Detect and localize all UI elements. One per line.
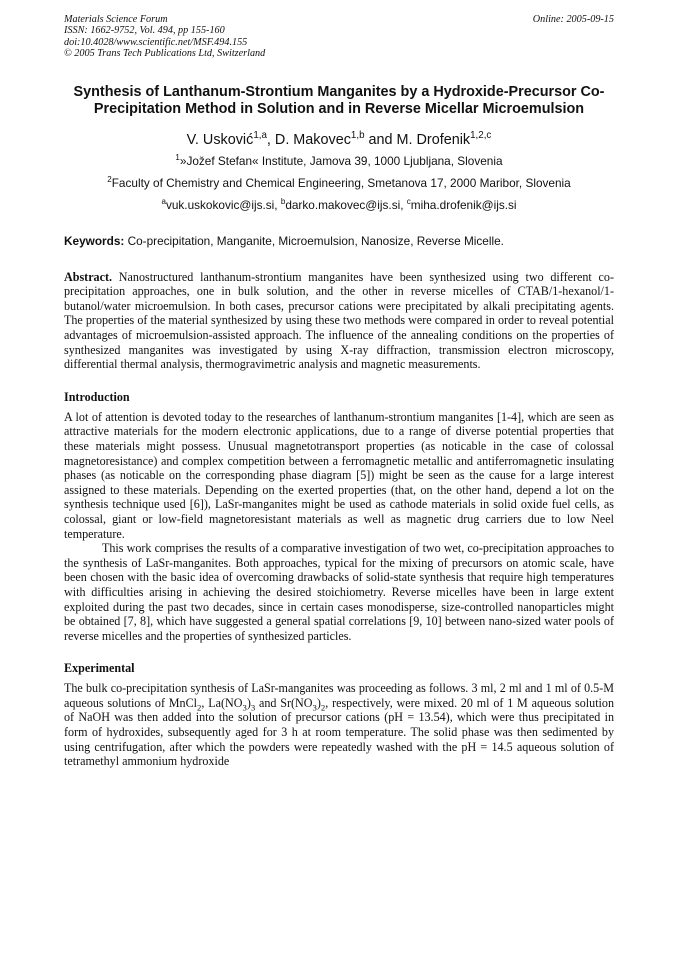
issn-line: ISSN: 1662-9752, Vol. 494, pp 155-160	[64, 25, 225, 37]
email-sup: c	[406, 196, 411, 206]
abstract	[64, 270, 614, 372]
affiliation-sup: 1	[175, 152, 180, 162]
email-sup: b	[280, 196, 286, 206]
journal-name: Materials Science Forum	[64, 14, 168, 25]
author-sep: and	[364, 131, 397, 148]
subscript: 3	[312, 702, 317, 713]
affiliation-sup: 2	[107, 174, 112, 184]
author-line	[64, 131, 614, 149]
author-sep: ,	[266, 131, 275, 148]
intro-paragraph-1: A lot of attention is devoted today to the researches of lanthanum-strontium manganites [1-4], which are seen as attractive materials for the modern electronic applications, due to a range of diverse potential properties that these materials might possess. Unusual magnetotransport properties (as noticable in the case of colossal magnetoresistance) and complex competition between a ferromagnetic metallic and antiferromagnetic insulating phases (as noticable on the corresponding phase diagram [5]) might be seen as the cause for a large interest assigned to these materials. Depending on the exerted properties (that, on the other hand, depend a lot on the synthesis technique used [6]), LaSr-manganites might be used as cathode materials in solid oxide fuel cells, as colossal, giant or low-field magnetoresistant materials as well as magnetic drug carriers due to low Neel temperature.	[64, 409, 614, 541]
journal-header	[64, 14, 614, 60]
text-run: The bulk co-precipitation synthesis of LaSr-manganites was proceeding as follows. 3 ml, 2 ml and 1 ml of 0.5-M aqueous solutions of MnCl	[64, 681, 614, 710]
text-run: , La(NO	[201, 695, 243, 710]
email-address[interactable]: miha.drofenik@ijs.si	[410, 197, 517, 212]
subscript: 2	[197, 702, 202, 713]
subscript: 2	[320, 702, 326, 713]
online-date: Online: 2005-09-15	[532, 14, 614, 25]
journal-info	[64, 14, 265, 60]
author-name: M. Drofenik	[396, 131, 471, 148]
abstract-text: Nanostructured lanthanum-strontium manganites have been synthesized using two different co-precipitation approaches, one in bulk solution, and the other in reverse micelles of CTAB/1-hexanol/1-butanol/water microemulsion. In both cases, precursor cations were precipitated by alkali precipitating agents. The properties of the material synthesized by using these two methods were compared in order to reveal potential advantages of microemulsion-assisted approach. The influence of the annealing conditions on the properties of synthesized manganites was investigated by using X-ray diffraction, transmission electron microscopy, differential thermal analysis, thermogravimetric analysis and magnetic measurements.	[64, 269, 614, 372]
text-run: , respectively, were mixed. 20 ml of 1 M aqueous solution of NaOH was then added into the solution of precursor cations (pH = 13.54), which were thus precipitated in form of hydroxides, subsequently aged for 3 h at room temperature. The solid phase was then sedimented by using centrifugation, after which the powders were repeatedly washed with the pH = 14.5 aqueous solution of tetramethyl ammonium hydroxide	[64, 695, 615, 769]
author-sup: 1,a	[253, 129, 267, 141]
affiliation-1	[64, 154, 614, 168]
section-heading-introduction: Introduction	[64, 389, 130, 404]
experimental-paragraph	[64, 681, 614, 769]
keywords-text: Co-precipitation, Manganite, Microemulsion, Nanosize, Reverse Micelle.	[124, 233, 504, 248]
affiliation-2	[64, 176, 614, 190]
keywords	[64, 234, 614, 248]
affiliation-text: »Jožef Stefan« Institute, Jamova 39, 1000 Ljubljana, Slovenia	[179, 153, 503, 168]
affiliation-text: Faculty of Chemistry and Chemical Engineering, Smetanova 17, 2000 Maribor, Slovenia	[111, 175, 571, 190]
text-run: )	[316, 695, 321, 710]
subscript: 3	[242, 702, 247, 713]
text-run: )	[246, 695, 251, 710]
author-name: V. Usković	[186, 131, 254, 148]
email-sup: a	[161, 196, 166, 206]
author-sup: 1,b	[350, 129, 365, 141]
doi-line: doi:10.4028/www.scientific.net/MSF.494.155	[64, 36, 248, 48]
email-line	[64, 198, 614, 212]
copyright-line: © 2005 Trans Tech Publications Ltd, Switzerland	[64, 48, 266, 60]
intro-paragraph-2: This work comprises the results of a comparative investigation of two wet, co-precipitation approaches to the synthesis of LaSr-manganites. Both approaches, typical for the mixing of precursors on atomic scale, have been chosen with the basic idea of overcoming drawbacks of solid-state synthesis that require high temperatures with difficulties arising in achieving the desired stoichiometry. Reverse micelles have been in large extent exploited during the past two decades, since in certain cases monodisperse, size-controlled nanoparticles might be obtained [7, 8], which have suggested a general spatial correlations [9, 10] between nano-sized water pools of reverse micelles and the properties of synthesized particles.	[64, 541, 614, 643]
paper-title: Synthesis of Lanthanum-Strontium Manganites by a Hydroxide-Precursor Co-Precipitation Method in Solution and in Reverse Micellar Microemulsion	[73, 83, 605, 118]
abstract-label: Abstract.	[64, 269, 113, 284]
email-address[interactable]: darko.makovec@ijs.si,	[285, 197, 407, 212]
text-run: and Sr(NO	[255, 695, 313, 710]
email-address[interactable]: vuk.uskokovic@ijs.si,	[165, 197, 281, 212]
author-sup: 1,2,c	[470, 129, 492, 141]
keywords-label: Keywords:	[64, 233, 125, 248]
author-name: D. Makovec	[274, 131, 351, 148]
subscript: 3	[250, 702, 256, 713]
section-heading-experimental: Experimental	[64, 661, 135, 676]
